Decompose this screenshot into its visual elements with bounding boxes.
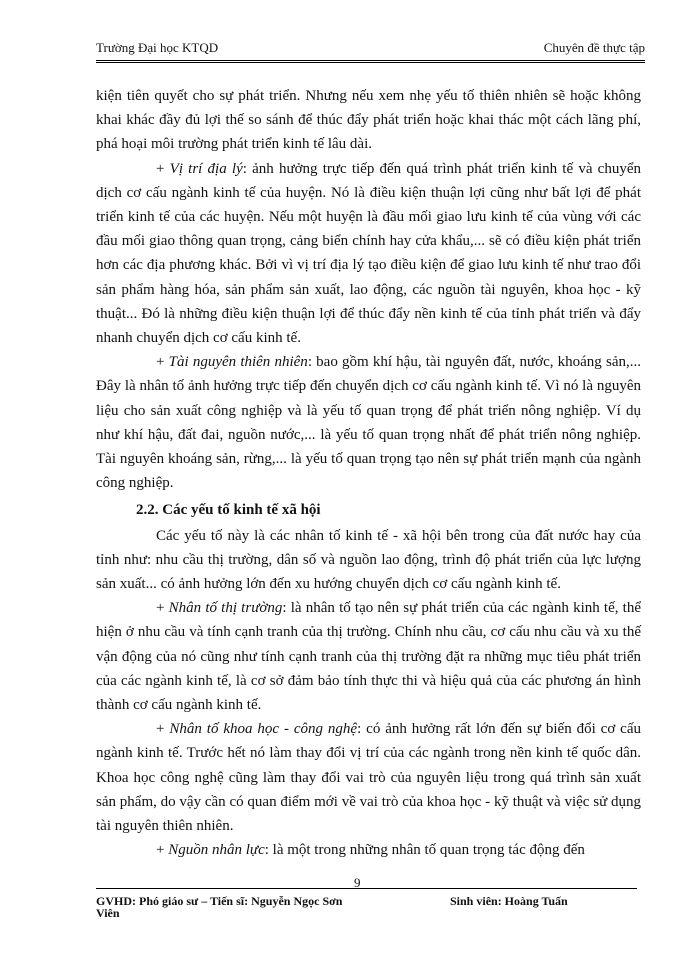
- footer-student: Sinh viên: Hoàng Tuấn: [450, 894, 568, 908]
- page-number: 9: [354, 875, 361, 890]
- paragraph-geographic-location: [96, 157, 641, 351]
- paragraph-natural-resources: [96, 350, 641, 495]
- paragraph-text: : ảnh hưởng trực tiếp đến quá trình phát triển kinh tế và chuyển dịch cơ cấu ngành kinh tế của huyện. Nó là điều kiện thuận lợi cũng như bất lợi để phát triển kinh tế của các huyện. Nếu một huyện là đầu mối giao lưu kinh tế của vùng với các đầu mối giao thông quan trọng, cảng biển chính hay cửa khẩu,... sẽ có điều kiện phát triển hơn các địa phương khác. Bởi vì vị trí địa lý tạo điều kiện để giao lưu kinh tế như trao đổi sản phẩm hàng hóa, sản phẩm sản xuất, lao động, các nguồn tài nguyên, khoa học - kỹ thuật... Đó là những điều kiện thuận lợi để thúc đẩy nền kinh tế của tỉnh phát triển và đẩy nhanh chuyển dịch cơ cấu kinh tế.: [96, 160, 641, 347]
- paragraph-text: : là nhân tố tạo nên sự phát triển của các ngành kinh tế, thể hiện ở nhu cầu và tính cạnh tranh của thị trường. Chính nhu cầu, cơ cấu nhu cầu và xu thế vận động của nó cũng như tính cạnh tranh của thị trường đặt ra những mục tiêu phát triển của các ngành kinh tế, là cơ sở đảm bảo tính thực thi và hiệu quả của các phương án hình thành cơ cấu ngành kinh tế.: [96, 600, 641, 714]
- term-market-factor: Nhân tố thị trường: [168, 600, 283, 617]
- paragraph-text: : là một trong những nhân tố quan trọng tác động đến: [264, 842, 585, 859]
- term-human-resources: Nguồn nhân lực: [168, 842, 265, 859]
- section-heading: 2.2. Các yếu tố kinh tế xã hội: [136, 502, 321, 519]
- bullet-prefix: +: [156, 721, 170, 738]
- header-document-type: Chuyên đề thực tập: [543, 40, 645, 55]
- bullet-prefix: +: [156, 842, 169, 859]
- term-science-technology: Nhân tố khoa học - công nghệ: [169, 721, 358, 738]
- term-geographic-location: Vị trí địa lý: [169, 160, 243, 177]
- bullet-prefix: +: [156, 160, 170, 177]
- paragraph-text: : có ảnh hưởng rất lớn đến sự biến đổi cơ cấu ngành kinh tế. Trước hết nó làm thay đổi vị trí của các ngành trong nền kinh tế quốc dân. Khoa học công nghệ cũng làm thay đổi vai trò của nguyên liệu trong quá trình sản xuất sản phẩm, do vậy cần có quan điểm mới về vai trò của khoa học - kỹ thuật và việc sử dụng tài nguyên thiên nhiên.: [96, 721, 641, 835]
- footer-advisor-continued: Viên: [96, 906, 120, 920]
- paragraph-continued: kiện tiên quyết cho sự phát triển. Nhưng nếu xem nhẹ yếu tố thiên nhiên sẽ hoặc không khai khác đầy đủ lợi thế so sánh để thúc đẩy phát triển hoặc khai thác một cách lãng phí, phá hoại môi trường phát triển kinh tế lâu dài.: [96, 88, 641, 153]
- paragraph-text: : bao gồm khí hậu, tài nguyên đất, nước, khoáng sản,... Đây là nhân tố ảnh hưởng trực tiếp đến chuyển dịch cơ cấu ngành kinh tế. Vì nó là nguyên liệu cho sản xuất công nghiệp và là yếu tố quan trọng để phát triển nông nghiệp. Ví dụ như khí hậu, đất đai, nguồn nước,... là yếu tố quan trọng nhất để phát triển nông nghiệp. Tài nguyên khoáng sản, rừng,... là yếu tố quan trọng tạo nên sự phát triển mạnh của ngành công nghiệp.: [96, 354, 641, 492]
- header-university: Trường Đại học KTQD: [96, 40, 219, 55]
- bullet-prefix: +: [156, 354, 169, 371]
- paragraph-human-resources: [96, 838, 641, 862]
- body-text: [96, 84, 641, 863]
- footer-divider: [96, 888, 637, 889]
- paragraph-science-technology: [96, 717, 641, 838]
- footer-advisor: GVHD: Phó giáo sư – Tiến sĩ: Nguyễn Ngọc Sơn: [96, 894, 343, 908]
- paragraph-socioeconomic-intro: Các yếu tố này là các nhân tố kinh tế - xã hội bên trong của đất nước hay của tỉnh như: nhu cầu thị trường, dân số và nguồn lao động, trình độ phát triển của lực lượng sản xuất... có ảnh hưởng lớn đến xu hướng chuyển dịch cơ cấu ngành kinh tế.: [96, 527, 641, 593]
- bullet-prefix: +: [156, 600, 169, 617]
- paragraph-market-factor: [96, 596, 641, 717]
- term-natural-resources: Tài nguyên thiên nhiên: [168, 354, 308, 371]
- page-header: [96, 38, 645, 63]
